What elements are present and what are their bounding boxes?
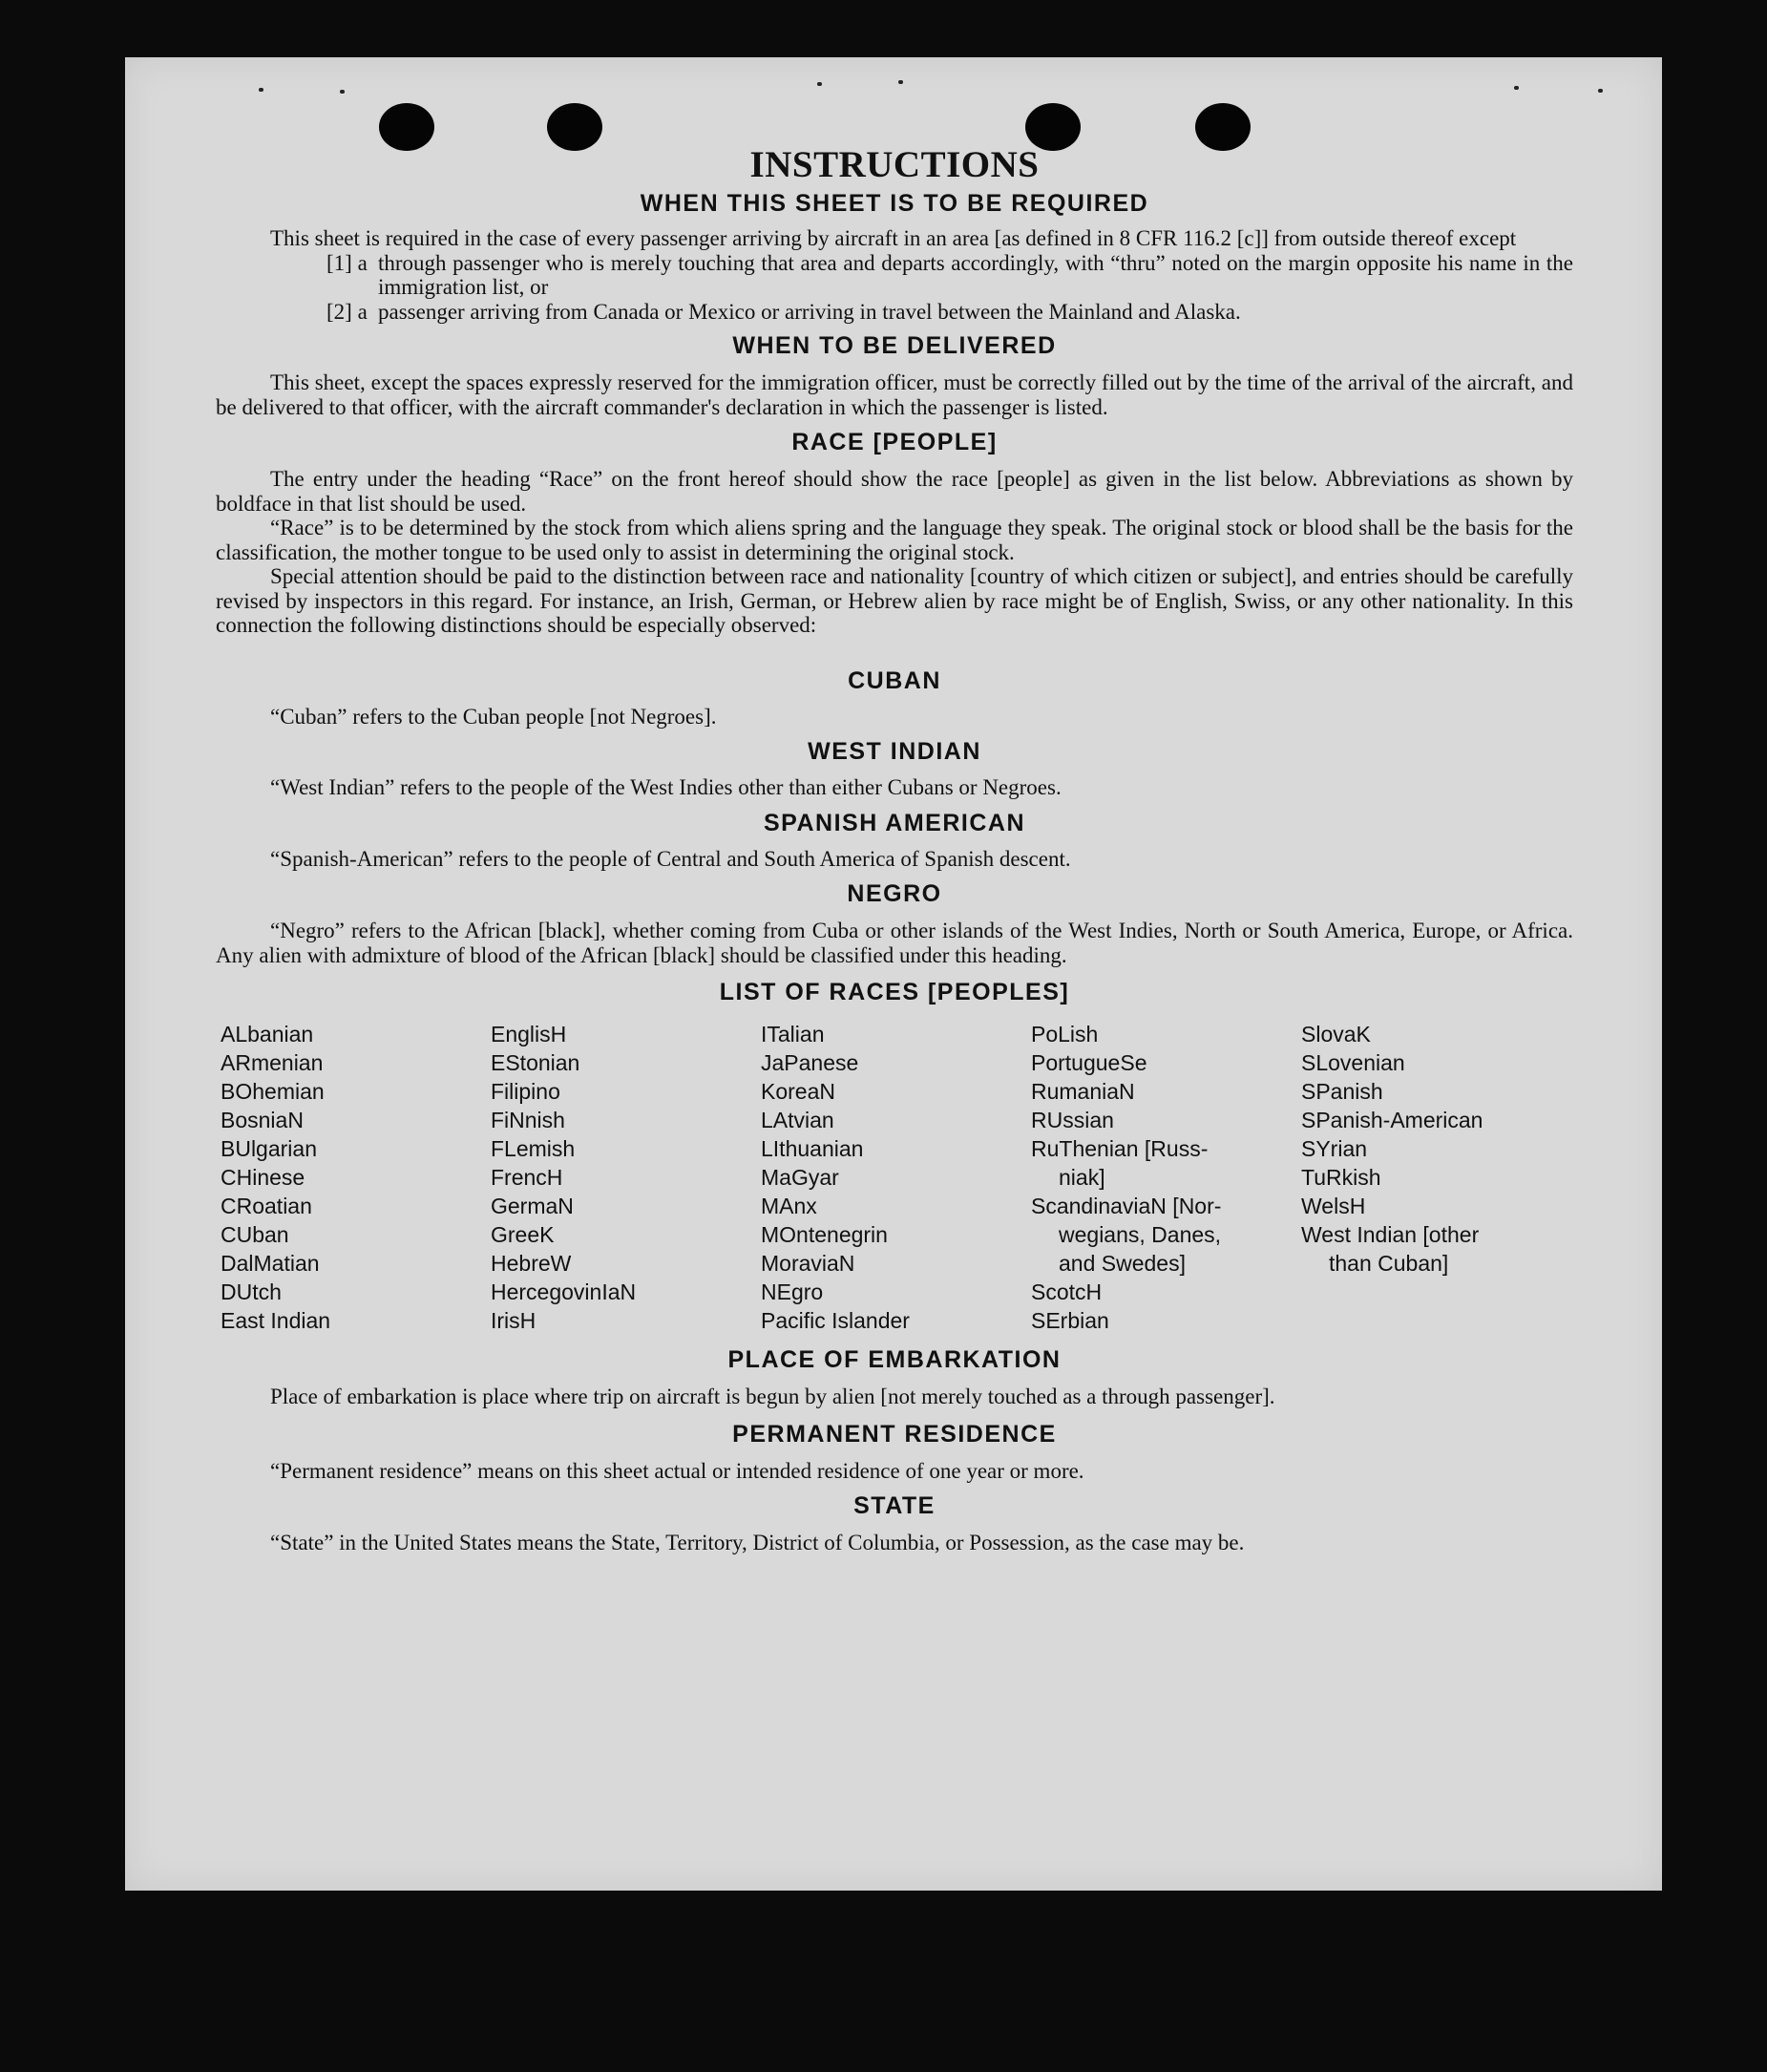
section-heading-cuban: CUBAN xyxy=(848,666,941,694)
section-heading-list: LIST OF RACES [PEOPLES] xyxy=(719,979,1070,1005)
section-heading-race: RACE [PEOPLE] xyxy=(791,429,998,455)
document-sheet xyxy=(125,57,1662,1891)
race-entry: MoraviaN xyxy=(761,1251,855,1276)
race-entry: MaGyar xyxy=(761,1165,839,1190)
race-paragraph: The entry under the heading “Race” on the front hereof should show the race [people] as given in the list below. Abbreviations as shown by boldface in that list should be used. xyxy=(216,467,1573,516)
race-entry: PoLish xyxy=(1031,1022,1099,1047)
race-entry-continued: and Swedes] xyxy=(1059,1251,1186,1276)
residence-text: “Permanent residence” means on this sheet actual or intended residence of one year or more. xyxy=(270,1458,1084,1483)
embarkation-text: Place of embarkation is place where trip on aircraft is begun by alien [not merely touched as a through passenger]. xyxy=(270,1385,1275,1408)
race-entry: DUtch xyxy=(221,1279,282,1304)
race-entry: CUban xyxy=(221,1222,289,1247)
section-heading-state: STATE xyxy=(853,1492,936,1519)
races-column xyxy=(491,1020,761,1335)
race-entry: ALbanian xyxy=(221,1022,314,1047)
exception-item xyxy=(216,300,1573,325)
race-entry: MOntenegrin xyxy=(761,1222,888,1247)
race-entry-continued: than Cuban] xyxy=(1329,1251,1449,1276)
negro-text: “Negro” refers to the African [black], whether coming from Cuba or other islands of the West Indies, North or South America, Europe, or Africa. Any alien with admixture of blood of the African [black] should be classified under this heading. xyxy=(216,919,1573,967)
exception-text: passenger arriving from Canada or Mexico or arriving in travel between the Mainland and Alaska. xyxy=(378,299,1241,324)
west-indian-text: “West Indian” refers to the people of the West Indies other than either Cubans or Negroes. xyxy=(270,775,1062,799)
race-entry: WelsH xyxy=(1301,1194,1366,1218)
speck xyxy=(898,80,903,84)
race-entry: GermaN xyxy=(491,1194,574,1218)
exception-text: through passenger who is merely touching that area and departs accordingly, with “thru” noted on the margin opposite his name in the immigration list, or xyxy=(378,250,1573,299)
race-entry: RuThenian [Russ- xyxy=(1031,1136,1209,1161)
race-entry: HebreW xyxy=(491,1251,572,1276)
race-entry: FrencH xyxy=(491,1165,563,1190)
speck xyxy=(340,90,345,94)
section-heading-delivered: WHEN TO BE DELIVERED xyxy=(732,332,1057,359)
races-column xyxy=(1031,1020,1301,1335)
race-entry: ScotcH xyxy=(1031,1279,1103,1304)
exception-item xyxy=(216,251,1573,300)
cuban-text: “Cuban” refers to the Cuban people [not Negroes]. xyxy=(270,704,717,729)
exception-number: [1] a xyxy=(326,250,368,275)
speck xyxy=(259,88,263,92)
race-entry: ITalian xyxy=(761,1022,825,1047)
race-entry: EStonian xyxy=(491,1050,580,1075)
race-entry: NEgro xyxy=(761,1279,824,1304)
speck xyxy=(817,82,822,86)
race-entry: CHinese xyxy=(221,1165,305,1190)
race-entry: BOhemian xyxy=(221,1079,325,1104)
race-entry: TuRkish xyxy=(1301,1165,1381,1190)
race-entry: RUssian xyxy=(1031,1108,1114,1132)
state-text: “State” in the United States means the State, Territory, District of Columbia, or Possession, as the case may be. xyxy=(270,1531,1245,1554)
section-heading-spanish-american: SPANISH AMERICAN xyxy=(763,809,1025,836)
exception-number: [2] a xyxy=(326,299,368,324)
race-entry: SErbian xyxy=(1031,1308,1109,1333)
race-entry: FiNnish xyxy=(491,1108,565,1132)
races-list xyxy=(221,1020,1573,1335)
race-entry: DalMatian xyxy=(221,1251,320,1276)
race-entry: LAtvian xyxy=(761,1108,834,1132)
race-entry: ScandinaviaN [Nor- xyxy=(1031,1194,1222,1218)
race-entry: IrisH xyxy=(491,1308,536,1333)
race-paragraph: Special attention should be paid to the distinction between race and nationality [country of which citizen or subject], and entries should be carefully revised by inspectors in this regard. For instance, an Irish, German, or Hebrew alien by race might be of English, Swiss, or any other nationality. In this connection the following distinctions should be especially observed: xyxy=(216,564,1573,637)
section-heading-residence: PERMANENT RESIDENCE xyxy=(732,1420,1057,1448)
race-entry: LIthuanian xyxy=(761,1136,864,1161)
speck xyxy=(1514,86,1519,90)
race-entry: SPanish-American xyxy=(1301,1108,1483,1132)
races-column xyxy=(761,1020,1031,1335)
race-entry: JaPanese xyxy=(761,1050,859,1075)
instructions-content xyxy=(216,143,1573,1555)
race-entry: CRoatian xyxy=(221,1194,312,1218)
race-paragraph: “Race” is to be determined by the stock from which aliens spring and the language they speak. The original stock or blood shall be the basis for the classification, the mother tongue to be used only to assist in determining the original stock. xyxy=(216,516,1573,564)
race-entry: SlovaK xyxy=(1301,1022,1371,1047)
race-entry: GreeK xyxy=(491,1222,555,1247)
race-entry: SYrian xyxy=(1301,1136,1368,1161)
race-entry: SPanish xyxy=(1301,1079,1383,1104)
spanish-american-text: “Spanish-American” refers to the people of Central and South America of Spanish descent. xyxy=(270,846,1071,871)
page-title: INSTRUCTIONS xyxy=(749,144,1040,185)
race-entry: Pacific Islander xyxy=(761,1308,910,1333)
race-entry-continued: wegians, Danes, xyxy=(1059,1222,1222,1247)
section-heading-negro: NEGRO xyxy=(847,880,942,907)
races-column xyxy=(1301,1020,1571,1335)
race-entry: BUlgarian xyxy=(221,1136,317,1161)
section-heading-required: WHEN THIS SHEET IS TO BE REQUIRED xyxy=(640,190,1149,217)
race-entry: KoreaN xyxy=(761,1079,835,1104)
delivered-text: This sheet, except the spaces expressly reserved for the immigration officer, must be correctly filled out by the time of the arrival of the aircraft, and be delivered to that officer, with the aircraft commander's declaration in which the passenger is listed. xyxy=(216,370,1573,419)
race-entry: MAnx xyxy=(761,1194,817,1218)
required-intro: This sheet is required in the case of every passenger arriving by aircraft in an area [as defined in 8 CFR 116.2 [c]] from outside thereof except xyxy=(270,226,1517,250)
race-entry: West Indian [other xyxy=(1301,1222,1480,1247)
race-entry: EnglisH xyxy=(491,1022,567,1047)
race-entry: HercegovinIaN xyxy=(491,1279,637,1304)
race-entry: BosniaN xyxy=(221,1108,304,1132)
race-entry: FLemish xyxy=(491,1136,576,1161)
race-entry: SLovenian xyxy=(1301,1050,1405,1075)
section-heading-embarkation: PLACE OF EMBARKATION xyxy=(727,1346,1062,1373)
race-entry: ARmenian xyxy=(221,1050,324,1075)
race-entry: PortugueSe xyxy=(1031,1050,1147,1075)
section-heading-west-indian: WEST INDIAN xyxy=(808,738,981,765)
races-column xyxy=(221,1020,491,1335)
race-entry: Filipino xyxy=(491,1079,560,1104)
race-entry: RumaniaN xyxy=(1031,1079,1135,1104)
race-entry: East Indian xyxy=(221,1308,331,1333)
speck xyxy=(1598,89,1603,93)
race-entry-continued: niak] xyxy=(1059,1165,1105,1190)
